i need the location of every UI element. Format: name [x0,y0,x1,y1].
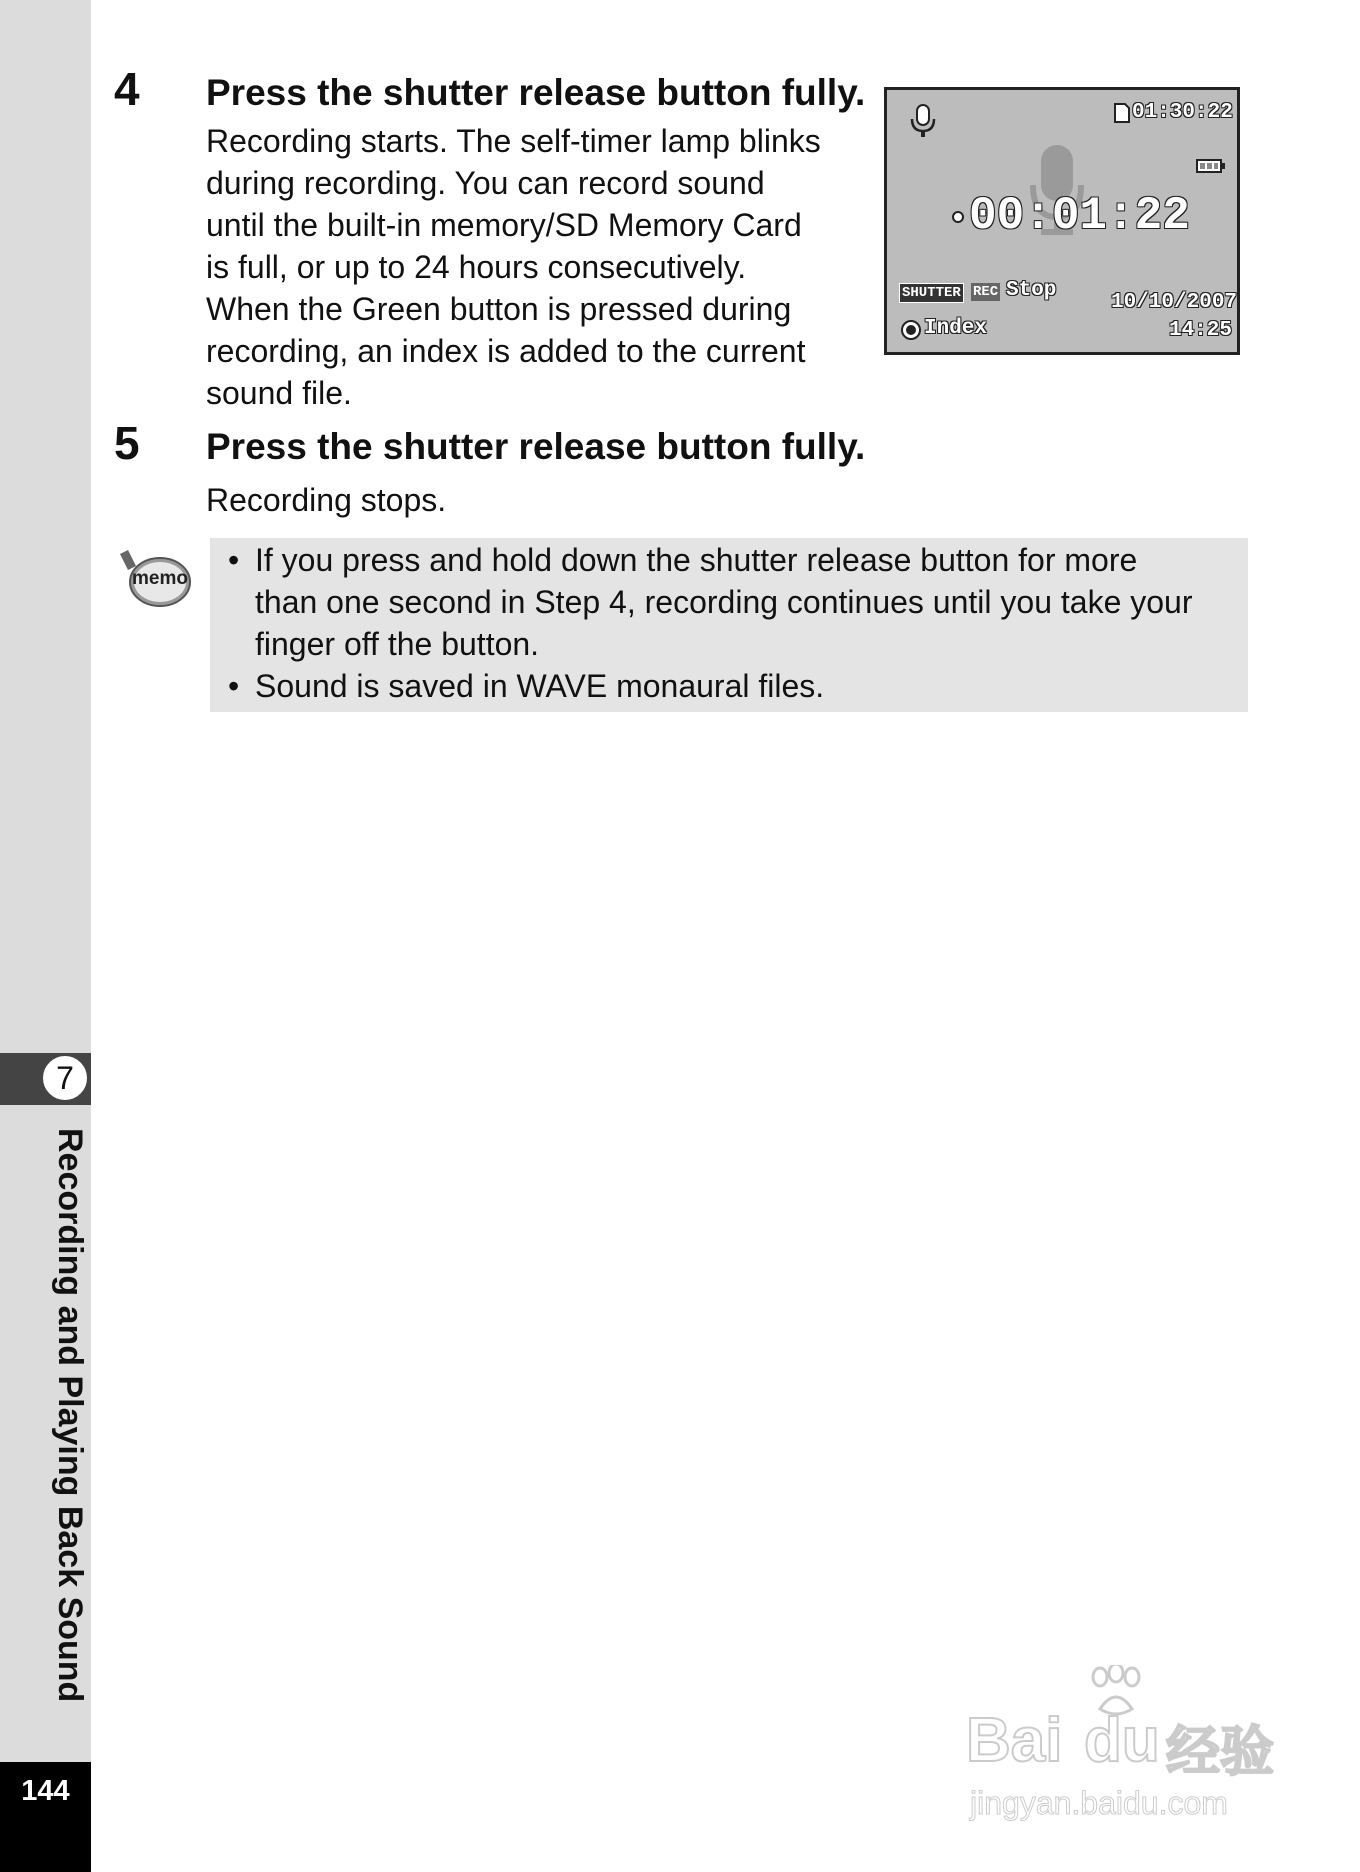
time-display: 14:25 [1169,319,1233,342]
step-4-line: recording, an index is added to the current [206,333,806,369]
chapter-title: Recording and Playing Back Sound [51,1128,89,1703]
step-4-number: 4 [114,63,140,115]
recording-dot-icon [951,210,965,224]
step-4-line: Recording starts. The self-timer lamp blinks [206,123,821,159]
ok-button-icon [900,319,922,341]
battery-icon [1195,158,1227,174]
watermark-url: jingyan.baidu.com [970,1785,1228,1821]
memo-bullet-1-line: than one second in Step 4, recording continues until you take your [255,584,1193,620]
memo-icon [116,548,196,608]
shutter-badge: SHUTTER [899,283,964,303]
memory-card-icon [1114,103,1130,123]
memo-bullet-2-marker: • [228,668,240,704]
memo-bullet-2: Sound is saved in WAVE monaural files. [255,668,825,704]
elapsed-time: 00:01:22 [969,190,1190,242]
step-4-line: during recording. You can record sound [206,165,765,201]
memo-bullet-1-line: If you press and hold down the shutter release button for more [255,542,1138,578]
date-display: 10/10/2007 [1111,291,1238,314]
index-label: Index [924,317,988,340]
microphone-icon [909,104,937,140]
baidu-watermark [966,1665,1286,1825]
step-4-title: Press the shutter release button fully. [206,72,866,113]
rec-badge: REC [973,284,999,300]
step-4-line: sound file. [206,375,352,411]
memo-icon-label: memo [132,568,188,589]
step-4-line: is full, or up to 24 hours consecutively. [206,249,747,285]
step-5-body: Recording stops. [206,482,447,518]
memo-bullet-1-line: finger off the button. [255,626,540,662]
stop-label: Stop [1006,279,1057,302]
step-4-line: until the built-in memory/SD Memory Card [206,207,802,243]
watermark-du: du [1084,1706,1160,1775]
step-4-line: When the Green button is pressed during [206,291,792,327]
step-5-title: Press the shutter release button fully. [206,426,866,467]
page-number: 144 [21,1775,70,1807]
step-5-number: 5 [114,417,140,469]
chapter-number: 7 [41,1054,89,1102]
camera-screen [884,87,1240,355]
watermark-jingyan: 经验 [1166,1722,1274,1782]
memo-bullet-1-marker: • [228,542,240,578]
remaining-time: 01:30:22 [1132,101,1233,124]
watermark-bai: Bai [966,1706,1063,1775]
